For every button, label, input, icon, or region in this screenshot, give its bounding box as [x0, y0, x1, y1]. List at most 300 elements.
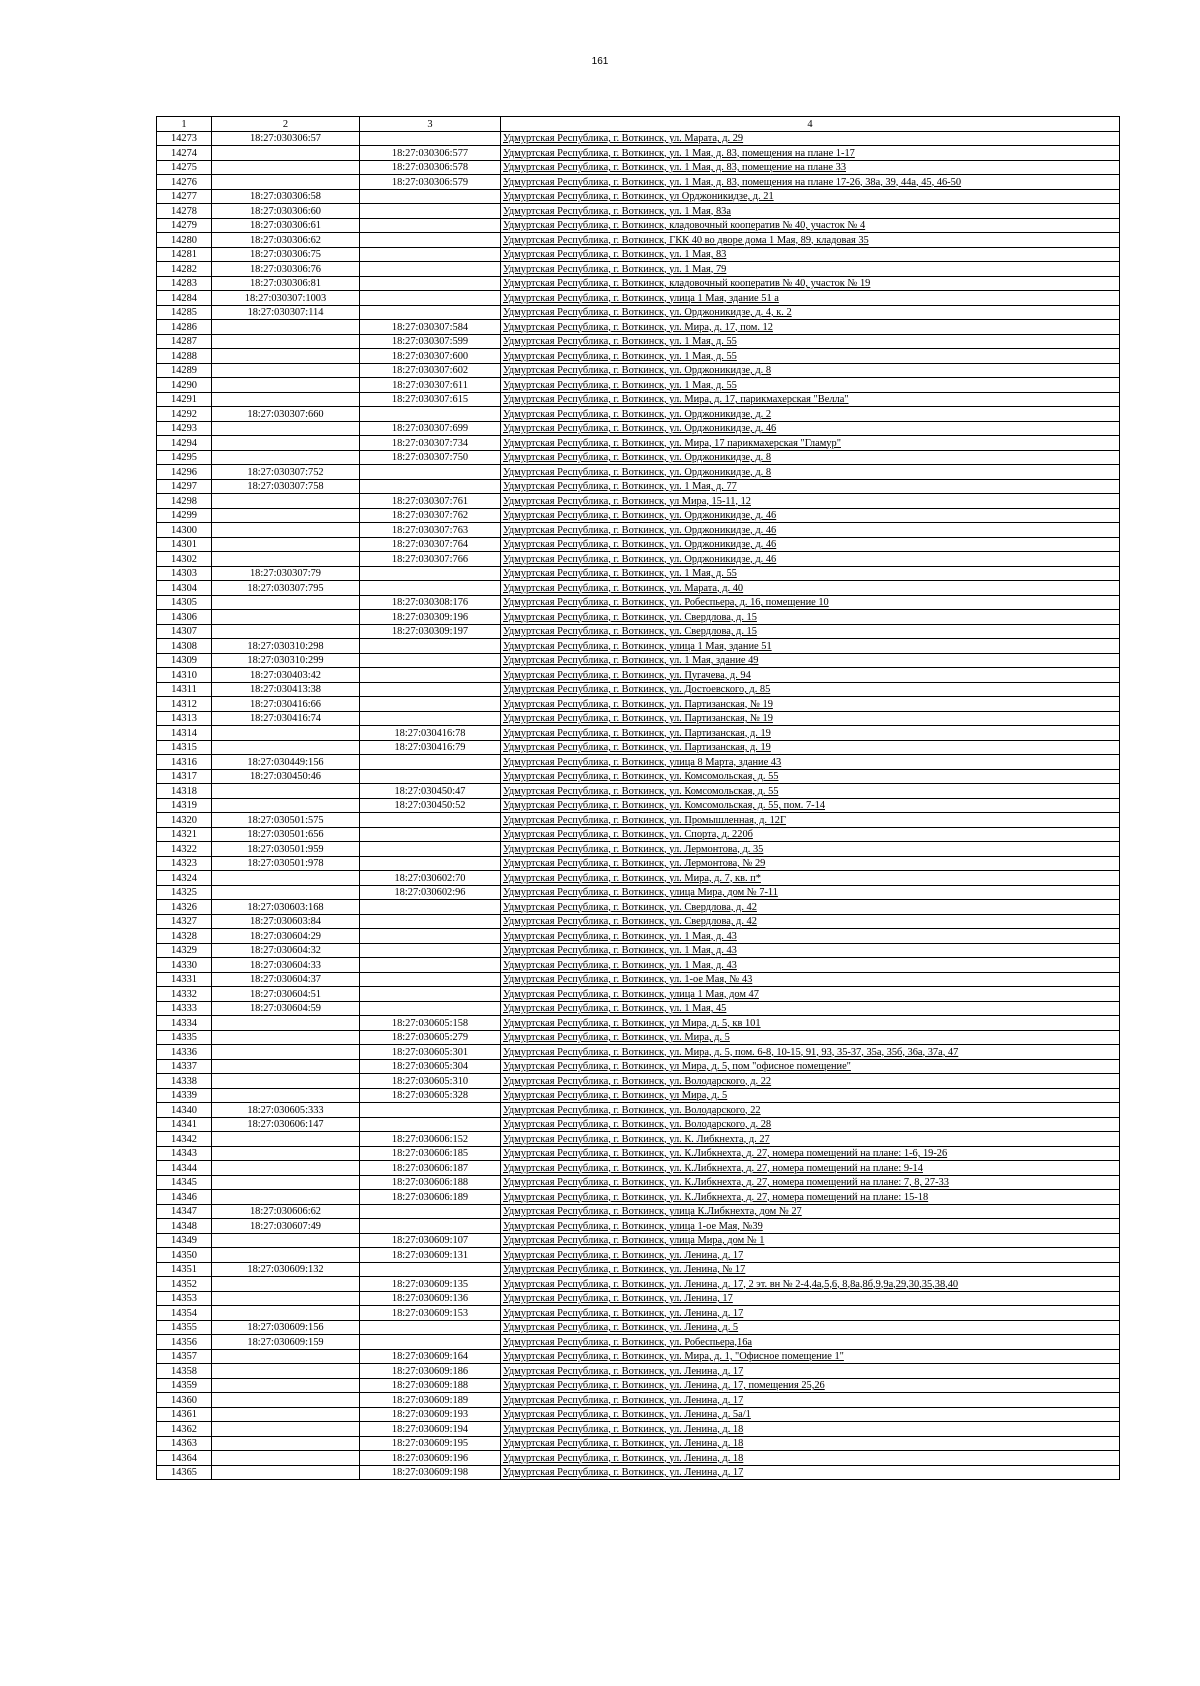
address: Удмуртская Республика, г. Воткинск, ул. Ленина, д. 17 [501, 1248, 1120, 1263]
address: Удмуртская Республика, г. Воткинск, ул. Орджоникидзе, д. 46 [501, 552, 1120, 567]
cadastral-number-premises [360, 465, 501, 480]
table-row [157, 1074, 1120, 1089]
table-row [157, 334, 1120, 349]
row-number: 14293 [157, 421, 212, 436]
row-number: 14308 [157, 639, 212, 654]
table-row [157, 1291, 1120, 1306]
cadastral-number-land [212, 450, 360, 465]
row-number: 14317 [157, 769, 212, 784]
cadastral-number-premises [360, 1262, 501, 1277]
row-number: 14335 [157, 1030, 212, 1045]
cadastral-number-premises [360, 639, 501, 654]
address: Удмуртская Республика, г. Воткинск, улица 1 Мая, здание 51 [501, 639, 1120, 654]
address: Удмуртская Республика, г. Воткинск, ул. Комсомольская, д. 55 [501, 784, 1120, 799]
cadastral-number-land: 18:27:030603:84 [212, 914, 360, 929]
row-number: 14309 [157, 653, 212, 668]
address: Удмуртская Республика, г. Воткинск, ул. 1 Мая, д. 55 [501, 566, 1120, 581]
cadastral-number-premises: 18:27:030309:196 [360, 610, 501, 625]
address: Удмуртская Республика, г. Воткинск, ул. Спорта, д. 220б [501, 827, 1120, 842]
row-number: 14279 [157, 218, 212, 233]
cadastral-number-land: 18:27:030307:795 [212, 581, 360, 596]
cadastral-number-premises: 18:27:030609:186 [360, 1364, 501, 1379]
row-number: 14289 [157, 363, 212, 378]
cadastral-number-premises [360, 1335, 501, 1350]
table-row [157, 1451, 1120, 1466]
row-number: 14318 [157, 784, 212, 799]
row-number: 14303 [157, 566, 212, 581]
header-col-address: 4 [501, 117, 1120, 132]
cadastral-number-land [212, 1030, 360, 1045]
address: Удмуртская Республика, г. Воткинск, ГКК 40 во дворе дома 1 Мая, 89, кладовая 35 [501, 233, 1120, 248]
row-number: 14364 [157, 1451, 212, 1466]
cadastral-number-land: 18:27:030605:333 [212, 1103, 360, 1118]
address: Удмуртская Республика, г. Воткинск, улица Мира, дом № 7-11 [501, 885, 1120, 900]
address: Удмуртская Республика, г. Воткинск, ул. 1 Мая, 83 [501, 247, 1120, 262]
table-row [157, 450, 1120, 465]
cadastral-number-premises: 18:27:030609:153 [360, 1306, 501, 1321]
address: Удмуртская Республика, г. Воткинск, ул. К.Либкнехта, д. 27, номера помещений на плане: 9-14 [501, 1161, 1120, 1176]
cadastral-number-land: 18:27:030306:57 [212, 131, 360, 146]
table-row [157, 697, 1120, 712]
cadastral-number-premises: 18:27:030605:279 [360, 1030, 501, 1045]
table-row [157, 566, 1120, 581]
address: Удмуртская Республика, г. Воткинск, улица К.Либкнехта, дом № 27 [501, 1204, 1120, 1219]
cadastral-number-premises: 18:27:030307:761 [360, 494, 501, 509]
table-row [157, 653, 1120, 668]
cadastral-number-premises [360, 407, 501, 422]
table-row [157, 610, 1120, 625]
cadastral-number-premises [360, 682, 501, 697]
header-col-cadastral-land: 2 [212, 117, 360, 132]
cadastral-number-land [212, 1190, 360, 1205]
row-number: 14326 [157, 900, 212, 915]
address: Удмуртская Республика, г. Воткинск, ул. Ленина, д. 5а/1 [501, 1407, 1120, 1422]
cadastral-number-premises: 18:27:030605:310 [360, 1074, 501, 1089]
table-row [157, 378, 1120, 393]
cadastral-number-premises: 18:27:030308:176 [360, 595, 501, 610]
table-row [157, 537, 1120, 552]
table-row [157, 1016, 1120, 1031]
table-row [157, 842, 1120, 857]
address: Удмуртская Республика, г. Воткинск, ул. Орджоникидзе, д. 46 [501, 537, 1120, 552]
address: Удмуртская Республика, г. Воткинск, ул. Орджоникидзе, д. 4, к. 2 [501, 305, 1120, 320]
table-row [157, 871, 1120, 886]
header-row [157, 117, 1120, 132]
address: Удмуртская Республика, г. Воткинск, ул. Ленина, д. 17 [501, 1306, 1120, 1321]
cadastral-number-land [212, 726, 360, 741]
table-row [157, 175, 1120, 190]
cadastral-number-land: 18:27:030604:51 [212, 987, 360, 1002]
table-row [157, 755, 1120, 770]
cadastral-number-land: 18:27:030307:660 [212, 407, 360, 422]
address: Удмуртская Республика, г. Воткинск, ул. 1 Мая, д. 83, помещения на плане 17-26, 38а, 39, 44а, 45, 46-50 [501, 175, 1120, 190]
row-number: 14341 [157, 1117, 212, 1132]
row-number: 14319 [157, 798, 212, 813]
row-number: 14348 [157, 1219, 212, 1234]
address: Удмуртская Республика, г. Воткинск, ул. Орджоникидзе, д. 8 [501, 465, 1120, 480]
cadastral-number-land [212, 624, 360, 639]
table-row [157, 247, 1120, 262]
address: Удмуртская Республика, г. Воткинск, ул. Свердлова, д. 42 [501, 914, 1120, 929]
cadastral-number-premises [360, 1103, 501, 1118]
table-row [157, 958, 1120, 973]
cadastral-number-land [212, 1248, 360, 1263]
address: Удмуртская Республика, г. Воткинск, ул. Мира, д. 17, пом. 12 [501, 320, 1120, 335]
cadastral-number-land: 18:27:030604:37 [212, 972, 360, 987]
table-row [157, 1175, 1120, 1190]
table-row [157, 1378, 1120, 1393]
table-row [157, 987, 1120, 1002]
table-row [157, 1436, 1120, 1451]
row-number: 14360 [157, 1393, 212, 1408]
cadastral-number-premises: 18:27:030307:584 [360, 320, 501, 335]
cadastral-number-premises: 18:27:030307:599 [360, 334, 501, 349]
cadastral-number-land [212, 1059, 360, 1074]
table-row [157, 769, 1120, 784]
table-row [157, 146, 1120, 161]
row-number: 14340 [157, 1103, 212, 1118]
cadastral-number-land: 18:27:030501:575 [212, 813, 360, 828]
row-number: 14291 [157, 392, 212, 407]
cadastral-number-land: 18:27:030310:298 [212, 639, 360, 654]
row-number: 14325 [157, 885, 212, 900]
address: Удмуртская Республика, г. Воткинск, ул. Орджоникидзе, д. 8 [501, 450, 1120, 465]
cadastral-number-land [212, 334, 360, 349]
row-number: 14358 [157, 1364, 212, 1379]
cadastral-number-land: 18:27:030307:752 [212, 465, 360, 480]
cadastral-number-premises: 18:27:030307:734 [360, 436, 501, 451]
table-row [157, 204, 1120, 219]
row-number: 14339 [157, 1088, 212, 1103]
cadastral-number-premises [360, 653, 501, 668]
cadastral-number-premises: 18:27:030605:328 [360, 1088, 501, 1103]
cadastral-number-premises [360, 204, 501, 219]
row-number: 14321 [157, 827, 212, 842]
table-row [157, 1161, 1120, 1176]
table-row [157, 1335, 1120, 1350]
table-row [157, 639, 1120, 654]
table-row [157, 1103, 1120, 1118]
table-row [157, 421, 1120, 436]
row-number: 14333 [157, 1001, 212, 1016]
cadastral-number-premises [360, 755, 501, 770]
row-number: 14304 [157, 581, 212, 596]
cadastral-number-premises [360, 842, 501, 857]
address: Удмуртская Республика, г. Воткинск, ул. 1 Мая, д. 55 [501, 349, 1120, 364]
cadastral-number-land: 18:27:030501:978 [212, 856, 360, 871]
row-number: 14328 [157, 929, 212, 944]
cadastral-number-premises: 18:27:030609:193 [360, 1407, 501, 1422]
table-row [157, 305, 1120, 320]
row-number: 14286 [157, 320, 212, 335]
table-row [157, 682, 1120, 697]
cadastral-number-land: 18:27:030306:58 [212, 189, 360, 204]
row-number: 14327 [157, 914, 212, 929]
cadastral-number-premises: 18:27:030307:600 [360, 349, 501, 364]
cadastral-number-premises: 18:27:030609:189 [360, 1393, 501, 1408]
table-row [157, 1465, 1120, 1480]
address: Удмуртская Республика, г. Воткинск, ул. Робеспьера, д. 16, помещение 10 [501, 595, 1120, 610]
table-row [157, 1117, 1120, 1132]
cadastral-number-land [212, 436, 360, 451]
cadastral-number-premises: 18:27:030450:47 [360, 784, 501, 799]
row-number: 14274 [157, 146, 212, 161]
cadastral-number-premises [360, 943, 501, 958]
address: Удмуртская Республика, г. Воткинск, ул. Мира, д. 1, "Офисное помещение 1" [501, 1349, 1120, 1364]
row-number: 14275 [157, 160, 212, 175]
table-row [157, 233, 1120, 248]
cadastral-number-land: 18:27:030306:75 [212, 247, 360, 262]
cadastral-number-land: 18:27:030306:76 [212, 262, 360, 277]
row-number: 14345 [157, 1175, 212, 1190]
address: Удмуртская Республика, г. Воткинск, ул Мира, 15-11, 12 [501, 494, 1120, 509]
row-number: 14331 [157, 972, 212, 987]
cadastral-number-premises [360, 769, 501, 784]
cadastral-number-premises: 18:27:030609:131 [360, 1248, 501, 1263]
cadastral-number-premises: 18:27:030602:96 [360, 885, 501, 900]
cadastral-number-land [212, 1233, 360, 1248]
row-number: 14362 [157, 1422, 212, 1437]
table-row [157, 160, 1120, 175]
address: Удмуртская Республика, г. Воткинск, ул. 1 Мая, д. 55 [501, 378, 1120, 393]
address: Удмуртская Республика, г. Воткинск, улица 1-ое Мая, №39 [501, 1219, 1120, 1234]
cadastral-number-land [212, 871, 360, 886]
cadastral-number-land: 18:27:030501:959 [212, 842, 360, 857]
cadastral-number-land: 18:27:030403:42 [212, 668, 360, 683]
cadastral-number-premises: 18:27:030609:164 [360, 1349, 501, 1364]
table-row [157, 1393, 1120, 1408]
cadastral-number-premises: 18:27:030606:187 [360, 1161, 501, 1176]
address: Удмуртская Республика, г. Воткинск, ул. Лермонтова, № 29 [501, 856, 1120, 871]
cadastral-number-premises [360, 581, 501, 596]
address: Удмуртская Республика, г. Воткинск, ул. 1 Мая, д. 83, помещения на плане 1-17 [501, 146, 1120, 161]
address: Удмуртская Республика, г. Воткинск, ул. Ленина, д. 17 [501, 1364, 1120, 1379]
cadastral-number-premises: 18:27:030307:615 [360, 392, 501, 407]
table-row [157, 1132, 1120, 1147]
cadastral-number-land [212, 363, 360, 378]
address: Удмуртская Республика, г. Воткинск, ул. Ленина, № 17 [501, 1262, 1120, 1277]
row-number: 14277 [157, 189, 212, 204]
cadastral-number-land [212, 160, 360, 175]
cadastral-number-land [212, 508, 360, 523]
address: Удмуртская Республика, г. Воткинск, ул. Свердлова, д. 42 [501, 900, 1120, 915]
cadastral-number-premises: 18:27:030416:79 [360, 740, 501, 755]
address: Удмуртская Республика, г. Воткинск, ул. Лермонтова, д. 35 [501, 842, 1120, 857]
cadastral-number-premises: 18:27:030606:188 [360, 1175, 501, 1190]
table-row [157, 914, 1120, 929]
cadastral-number-premises: 18:27:030606:189 [360, 1190, 501, 1205]
cadastral-number-premises [360, 1204, 501, 1219]
cadastral-number-premises [360, 1320, 501, 1335]
table-row [157, 740, 1120, 755]
cadastral-number-land [212, 146, 360, 161]
address: Удмуртская Республика, г. Воткинск, ул. 1 Мая, 83а [501, 204, 1120, 219]
cadastral-number-premises: 18:27:030307:766 [360, 552, 501, 567]
address: Удмуртская Республика, г. Воткинск, ул. Орджоникидзе, д. 46 [501, 508, 1120, 523]
row-number: 14332 [157, 987, 212, 1002]
table-row [157, 320, 1120, 335]
cadastral-number-land [212, 175, 360, 190]
row-number: 14297 [157, 479, 212, 494]
address: Удмуртская Республика, г. Воткинск, ул. Промышленная, д. 12Г [501, 813, 1120, 828]
cadastral-number-premises [360, 291, 501, 306]
address: Удмуртская Республика, г. Воткинск, ул. 1 Мая, 79 [501, 262, 1120, 277]
row-number: 14290 [157, 378, 212, 393]
cadastral-number-land: 18:27:030606:62 [212, 1204, 360, 1219]
table-row [157, 1059, 1120, 1074]
row-number: 14365 [157, 1465, 212, 1480]
cadastral-number-land: 18:27:030609:132 [212, 1262, 360, 1277]
cadastral-number-premises: 18:27:030609:135 [360, 1277, 501, 1292]
row-number: 14296 [157, 465, 212, 480]
address: Удмуртская Республика, г. Воткинск, ул. Орджоникидзе, д. 46 [501, 523, 1120, 538]
cadastral-number-premises: 18:27:030609:195 [360, 1436, 501, 1451]
row-number: 14305 [157, 595, 212, 610]
address: Удмуртская Республика, г. Воткинск, ул. Ленина, д. 18 [501, 1436, 1120, 1451]
row-number: 14306 [157, 610, 212, 625]
table-row [157, 1204, 1120, 1219]
cadastral-number-land: 18:27:030416:66 [212, 697, 360, 712]
cadastral-number-land [212, 1088, 360, 1103]
address: Удмуртская Республика, г. Воткинск, кладовочный кооператив № 40, участок № 19 [501, 276, 1120, 291]
cadastral-number-premises [360, 827, 501, 842]
cadastral-number-land [212, 1074, 360, 1089]
row-number: 14285 [157, 305, 212, 320]
table-row [157, 407, 1120, 422]
table-header [157, 117, 1120, 132]
cadastral-number-land: 18:27:030307:114 [212, 305, 360, 320]
cadastral-number-premises: 18:27:030306:578 [360, 160, 501, 175]
table-row [157, 711, 1120, 726]
table-row [157, 972, 1120, 987]
address: Удмуртская Республика, г. Воткинск, ул. Ленина, д. 5 [501, 1320, 1120, 1335]
cadastral-number-premises [360, 233, 501, 248]
row-number: 14334 [157, 1016, 212, 1031]
address: Удмуртская Республика, г. Воткинск, ул. 1 Мая, д. 43 [501, 943, 1120, 958]
cadastral-number-land [212, 349, 360, 364]
table-row [157, 798, 1120, 813]
row-number: 14320 [157, 813, 212, 828]
row-number: 14330 [157, 958, 212, 973]
cadastral-number-premises: 18:27:030450:52 [360, 798, 501, 813]
cadastral-number-land: 18:27:030306:62 [212, 233, 360, 248]
address: Удмуртская Республика, г. Воткинск, ул. Мира, д. 17, парикмахерская "Велла" [501, 392, 1120, 407]
address: Удмуртская Республика, г. Воткинск, ул. Партизанская, № 19 [501, 697, 1120, 712]
table-row [157, 1306, 1120, 1321]
cadastral-number-land [212, 1132, 360, 1147]
address: Удмуртская Республика, г. Воткинск, ул. Свердлова, д. 15 [501, 624, 1120, 639]
table-row [157, 1146, 1120, 1161]
cadastral-number-premises [360, 276, 501, 291]
address: Удмуртская Республика, г. Воткинск, ул. Свердлова, д. 15 [501, 610, 1120, 625]
cadastral-number-premises: 18:27:030306:579 [360, 175, 501, 190]
page-number: 161 [591, 56, 609, 67]
table-row [157, 349, 1120, 364]
row-number: 14324 [157, 871, 212, 886]
row-number: 14311 [157, 682, 212, 697]
row-number: 14302 [157, 552, 212, 567]
cadastral-number-land: 18:27:030604:33 [212, 958, 360, 973]
row-number: 14278 [157, 204, 212, 219]
cadastral-number-premises [360, 929, 501, 944]
address: Удмуртская Республика, г. Воткинск, ул Мира, д. 5 [501, 1088, 1120, 1103]
address: Удмуртская Республика, г. Воткинск, ул. 1 Мая, здание 49 [501, 653, 1120, 668]
cadastral-number-land [212, 1451, 360, 1466]
cadastral-number-land: 18:27:030310:299 [212, 653, 360, 668]
row-number: 14355 [157, 1320, 212, 1335]
table-row [157, 1320, 1120, 1335]
cadastral-number-land [212, 1465, 360, 1480]
address: Удмуртская Республика, г. Воткинск, ул Орджоникидзе, д. 21 [501, 189, 1120, 204]
table-row [157, 479, 1120, 494]
cadastral-number-premises [360, 566, 501, 581]
table-row [157, 726, 1120, 741]
cadastral-number-premises [360, 1219, 501, 1234]
row-number: 14315 [157, 740, 212, 755]
address: Удмуртская Республика, г. Воткинск, ул. Комсомольская, д. 55, пом. 7-14 [501, 798, 1120, 813]
row-number: 14346 [157, 1190, 212, 1205]
cadastral-number-land [212, 1422, 360, 1437]
cadastral-number-premises [360, 813, 501, 828]
row-number: 14350 [157, 1248, 212, 1263]
row-number: 14294 [157, 436, 212, 451]
cadastral-number-premises: 18:27:030307:764 [360, 537, 501, 552]
cadastral-number-land [212, 1291, 360, 1306]
row-number: 14283 [157, 276, 212, 291]
address: Удмуртская Республика, г. Воткинск, ул. 1 Мая, 45 [501, 1001, 1120, 1016]
cadastral-number-land: 18:27:030604:59 [212, 1001, 360, 1016]
row-number: 14343 [157, 1146, 212, 1161]
row-number: 14323 [157, 856, 212, 871]
address: Удмуртская Республика, г. Воткинск, ул Мира, д. 5, пом "офисное помещение" [501, 1059, 1120, 1074]
cadastral-number-land: 18:27:030306:81 [212, 276, 360, 291]
address: Удмуртская Республика, г. Воткинск, ул. Комсомольская, д. 55 [501, 769, 1120, 784]
cadastral-number-premises: 18:27:030609:196 [360, 1451, 501, 1466]
header-col-number: 1 [157, 117, 212, 132]
table-row [157, 1219, 1120, 1234]
cadastral-number-land [212, 1161, 360, 1176]
cadastral-number-premises [360, 914, 501, 929]
cadastral-number-land: 18:27:030603:168 [212, 900, 360, 915]
table-row [157, 929, 1120, 944]
cadastral-number-premises: 18:27:030609:198 [360, 1465, 501, 1480]
cadastral-number-land [212, 1146, 360, 1161]
row-number: 14287 [157, 334, 212, 349]
row-number: 14359 [157, 1378, 212, 1393]
row-number: 14363 [157, 1436, 212, 1451]
table-row [157, 131, 1120, 146]
address: Удмуртская Республика, г. Воткинск, ул. Ленина, д. 18 [501, 1422, 1120, 1437]
cadastral-number-land [212, 885, 360, 900]
row-number: 14316 [157, 755, 212, 770]
cadastral-number-premises [360, 697, 501, 712]
row-number: 14329 [157, 943, 212, 958]
cadastral-number-premises: 18:27:030309:197 [360, 624, 501, 639]
row-number: 14352 [157, 1277, 212, 1292]
table-row [157, 900, 1120, 915]
address: Удмуртская Республика, г. Воткинск, ул. Орджоникидзе, д. 8 [501, 363, 1120, 378]
table-row [157, 363, 1120, 378]
address: Удмуртская Республика, г. Воткинск, улица 1 Мая, здание 51 а [501, 291, 1120, 306]
address: Удмуртская Республика, г. Воткинск, ул. 1-ое Мая, № 43 [501, 972, 1120, 987]
address: Удмуртская Республика, г. Воткинск, ул. Ленина, д. 17 [501, 1393, 1120, 1408]
address: Удмуртская Республика, г. Воткинск, ул. 1 Мая, д. 83, помещение на плане 33 [501, 160, 1120, 175]
cadastral-number-land [212, 392, 360, 407]
address: Удмуртская Республика, г. Воткинск, ул. 1 Мая, д. 55 [501, 334, 1120, 349]
cadastral-number-premises: 18:27:030609:107 [360, 1233, 501, 1248]
cadastral-number-premises: 18:27:030606:185 [360, 1146, 501, 1161]
row-number: 14273 [157, 131, 212, 146]
